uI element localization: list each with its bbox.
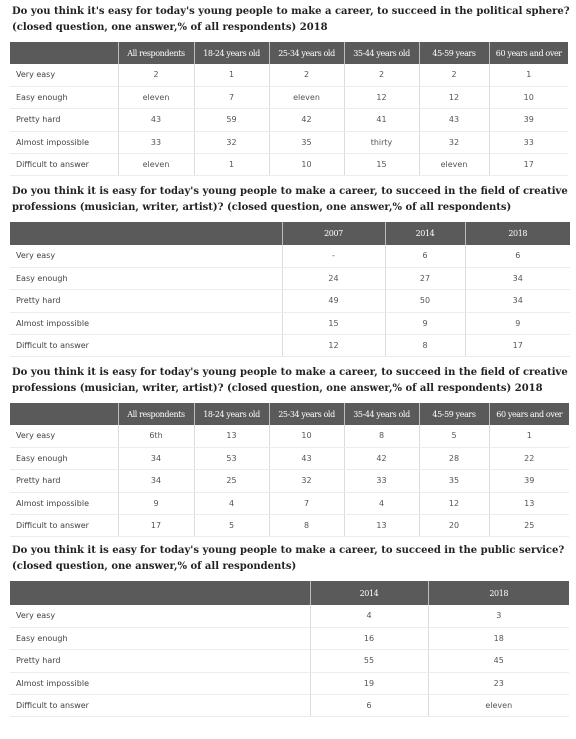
table-cell: 25 — [194, 470, 269, 492]
table-cell: 23 — [428, 672, 569, 694]
table-cell: 20 — [419, 515, 489, 537]
table-cell: 8 — [269, 515, 344, 537]
table-row — [10, 64, 568, 86]
table-cell: 15 — [282, 312, 385, 334]
column-header: 18-24 years old — [194, 42, 269, 64]
table-cell: 32 — [194, 131, 269, 153]
table-cell: 19 — [310, 672, 428, 694]
table-row — [10, 672, 569, 694]
row-label: Pretty hard — [10, 109, 118, 131]
column-header: 35-44 years old — [344, 42, 419, 64]
table-cell: - — [282, 245, 385, 267]
table-cell: 1 — [194, 154, 269, 176]
table-row — [10, 335, 570, 357]
row-label: Easy enough — [10, 86, 118, 108]
table-row — [10, 312, 570, 334]
row-label: Easy enough — [10, 627, 310, 649]
table-cell: 41 — [344, 109, 419, 131]
row-label: Easy enough — [10, 267, 282, 289]
table-cell: 17 — [489, 154, 568, 176]
row-label: Difficult to answer — [10, 335, 282, 357]
column-header: 35-44 years old — [344, 403, 419, 425]
table-cell: 34 — [118, 447, 194, 469]
table-cell: 12 — [282, 335, 385, 357]
table-cell: thirty — [344, 131, 419, 153]
column-header: 60 years and over — [489, 403, 569, 425]
table-cell: 42 — [269, 109, 344, 131]
table-cell: 33 — [344, 470, 419, 492]
table-cell: 1 — [489, 425, 569, 447]
table-cell: eleven — [118, 86, 194, 108]
column-header: 45-59 years — [419, 403, 489, 425]
table-row — [10, 86, 568, 108]
table-cell: 2 — [344, 64, 419, 86]
row-label: Almost impossible — [10, 672, 310, 694]
row-label: Almost impossible — [10, 312, 282, 334]
row-label: Very easy — [10, 425, 118, 447]
row-label: Pretty hard — [10, 650, 310, 672]
table-cell: 6 — [310, 695, 428, 717]
question-2: Do you think it is easy for today's young people to make a career, to succeed in the field of creative professions (musician, writer, artist)? (closed question, one answer,% of all respondents) — [12, 186, 568, 213]
column-header: 2018 — [465, 222, 570, 245]
table-cell: eleven — [419, 154, 489, 176]
column-header: 60 years and over — [489, 42, 568, 64]
table-header-row — [10, 222, 570, 245]
column-header: All respondents — [118, 403, 194, 425]
row-label: Difficult to answer — [10, 515, 118, 537]
table-cell: 4 — [194, 492, 269, 514]
table-creative-professions-trend — [10, 222, 570, 357]
table-cell: 34 — [465, 267, 570, 289]
table-cell: 6th — [118, 425, 194, 447]
table-row — [10, 492, 569, 514]
column-header: 25-34 years old — [269, 403, 344, 425]
table-cell: 39 — [489, 470, 569, 492]
table-cell: 32 — [269, 470, 344, 492]
table-cell: 7 — [194, 86, 269, 108]
table-header-row — [10, 403, 569, 425]
table-row — [10, 650, 569, 672]
row-label: Pretty hard — [10, 290, 282, 312]
table-cell: 27 — [385, 267, 465, 289]
question-4: Do you think it is easy for today's young people to make a career, to succeed in the public service? (closed question, one answer,% of all respondents) — [12, 545, 565, 572]
header-empty-cell — [10, 222, 282, 245]
table-political-sphere — [10, 42, 568, 176]
row-label: Easy enough — [10, 447, 118, 469]
table-cell: 42 — [344, 447, 419, 469]
header-empty-cell — [10, 42, 118, 64]
column-header: 18-24 years old — [194, 403, 269, 425]
table-row — [10, 267, 570, 289]
table-row — [10, 627, 569, 649]
table-cell: 24 — [282, 267, 385, 289]
table-cell: 55 — [310, 650, 428, 672]
column-header: 2014 — [310, 581, 428, 605]
column-header: 2014 — [385, 222, 465, 245]
question-3: Do you think it is easy for today's young people to make a career, to succeed in the field of creative professions (musician, writer, artist)? (closed question, one answer,% of all respondents) 2018 — [12, 367, 568, 394]
table-row — [10, 470, 569, 492]
table-cell: 43 — [269, 447, 344, 469]
table-cell: 33 — [489, 131, 568, 153]
table-cell: 28 — [419, 447, 489, 469]
table-cell: 12 — [419, 492, 489, 514]
table-cell: 35 — [269, 131, 344, 153]
table-cell: 45 — [428, 650, 569, 672]
row-label: Very easy — [10, 245, 282, 267]
table-cell: 1 — [194, 64, 269, 86]
row-label: Almost impossible — [10, 492, 118, 514]
table-cell: 13 — [489, 492, 569, 514]
table-row — [10, 425, 569, 447]
table-cell: 39 — [489, 109, 568, 131]
table-row — [10, 605, 569, 627]
table-creative-professions-age — [10, 403, 569, 537]
table-cell: 32 — [419, 131, 489, 153]
table-cell: 10 — [269, 154, 344, 176]
table-cell: 10 — [489, 86, 568, 108]
table-cell: 6 — [465, 245, 570, 267]
table-cell: 13 — [344, 515, 419, 537]
table-row — [10, 515, 569, 537]
table-row — [10, 245, 570, 267]
column-header: 45-59 years — [419, 42, 489, 64]
table-public-service — [10, 581, 569, 717]
table-cell: 13 — [194, 425, 269, 447]
table-cell: 1 — [489, 64, 568, 86]
table-cell: 9 — [465, 312, 570, 334]
table-cell: 34 — [118, 470, 194, 492]
row-label: Difficult to answer — [10, 154, 118, 176]
table-row — [10, 154, 568, 176]
table-cell: 12 — [344, 86, 419, 108]
table-header-row — [10, 581, 569, 605]
row-label: Pretty hard — [10, 470, 118, 492]
table-cell: 10 — [269, 425, 344, 447]
table-cell: 6 — [385, 245, 465, 267]
table-cell: 22 — [489, 447, 569, 469]
table-cell: 43 — [118, 109, 194, 131]
row-label: Almost impossible — [10, 131, 118, 153]
header-empty-cell — [10, 581, 310, 605]
table-cell: 4 — [344, 492, 419, 514]
table-cell: 8 — [385, 335, 465, 357]
table-cell: 53 — [194, 447, 269, 469]
table-cell: 2 — [419, 64, 489, 86]
table-row — [10, 447, 569, 469]
table-cell: eleven — [118, 154, 194, 176]
column-header: 2018 — [428, 581, 569, 605]
table-cell: 50 — [385, 290, 465, 312]
table-row — [10, 109, 568, 131]
table-cell: 5 — [419, 425, 489, 447]
column-header: 25-34 years old — [269, 42, 344, 64]
column-header: 2007 — [282, 222, 385, 245]
table-cell: 8 — [344, 425, 419, 447]
question-1: Do you think it's easy for today's young people to make a career, to succeed in the political sphere? (closed question, one answer,% of all respondents) 2018 — [12, 6, 570, 33]
table-cell: 9 — [118, 492, 194, 514]
table-cell: 15 — [344, 154, 419, 176]
table-cell: eleven — [428, 695, 569, 717]
table-cell: 33 — [118, 131, 194, 153]
table-cell: 2 — [118, 64, 194, 86]
row-label: Very easy — [10, 64, 118, 86]
table-cell: 18 — [428, 627, 569, 649]
table-cell: 49 — [282, 290, 385, 312]
table-cell: 7 — [269, 492, 344, 514]
table-cell: 35 — [419, 470, 489, 492]
table-cell: 5 — [194, 515, 269, 537]
table-cell: 25 — [489, 515, 569, 537]
table-cell: 59 — [194, 109, 269, 131]
table-row — [10, 290, 570, 312]
table-cell: 34 — [465, 290, 570, 312]
table-header-row — [10, 42, 568, 64]
table-cell: 43 — [419, 109, 489, 131]
header-empty-cell — [10, 403, 118, 425]
row-label: Difficult to answer — [10, 695, 310, 717]
table-row — [10, 695, 569, 717]
table-cell: 16 — [310, 627, 428, 649]
column-header: All respondents — [118, 42, 194, 64]
table-cell: 12 — [419, 86, 489, 108]
row-label: Very easy — [10, 605, 310, 627]
table-row — [10, 131, 568, 153]
table-cell: 9 — [385, 312, 465, 334]
table-cell: 17 — [118, 515, 194, 537]
table-cell: 2 — [269, 64, 344, 86]
table-cell: 3 — [428, 605, 569, 627]
table-cell: 17 — [465, 335, 570, 357]
table-cell: 4 — [310, 605, 428, 627]
table-cell: eleven — [269, 86, 344, 108]
